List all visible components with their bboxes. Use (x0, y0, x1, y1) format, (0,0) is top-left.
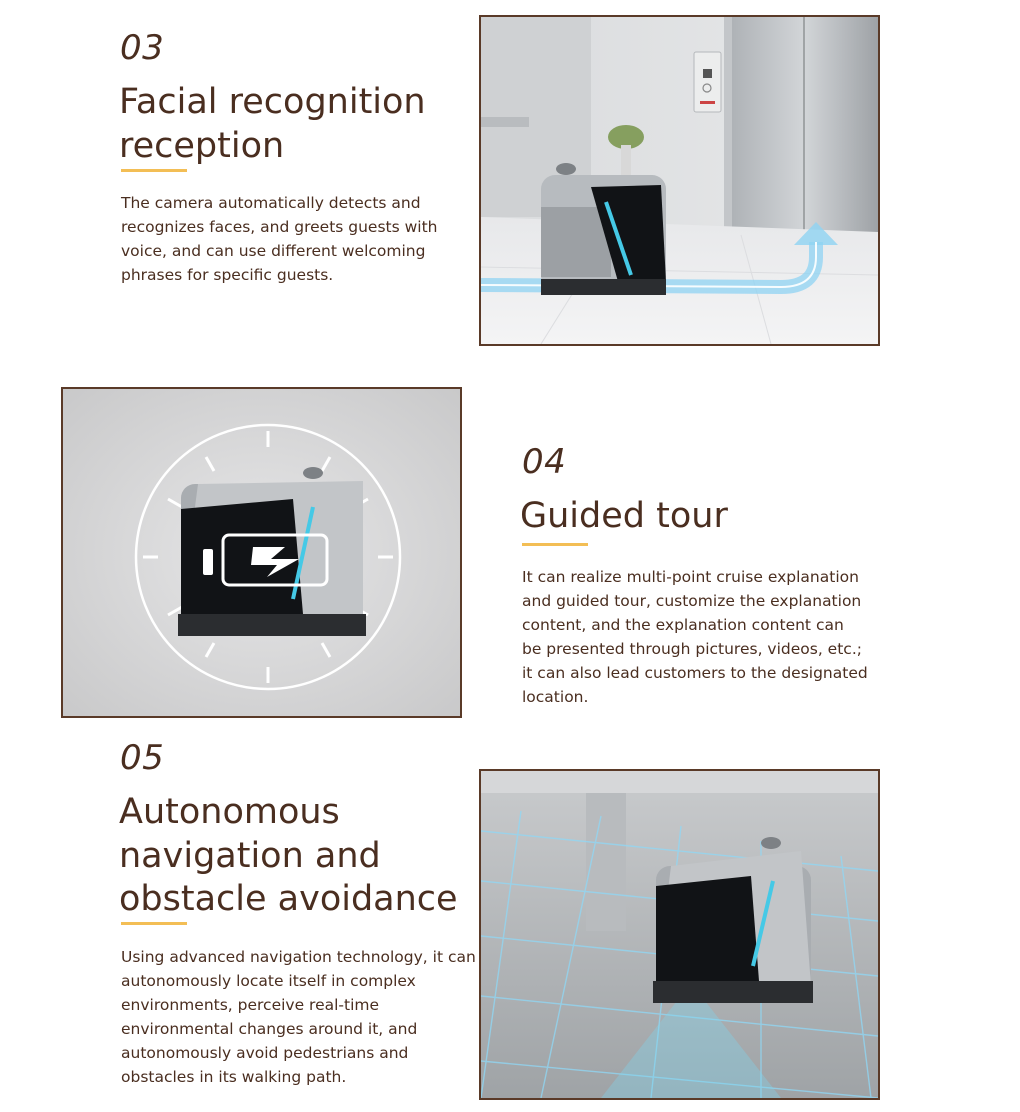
robot-charging-image (61, 387, 462, 718)
robot-navigation-image (479, 769, 880, 1100)
section-03-desc-line-2: recognizes faces, and greets guests with (121, 218, 438, 236)
section-04-title-underline (522, 543, 588, 546)
section-05-title-line-2: navigation and (119, 836, 381, 876)
section-05-desc-line-1: Using advanced navigation technology, it can (121, 948, 476, 966)
section-04-number: 04 (522, 442, 567, 482)
section-03-title-line-2: reception (119, 126, 285, 166)
section-04-desc-line-6: location. (522, 688, 589, 706)
section-03-desc-line-4: phrases for specific guests. (121, 266, 334, 284)
section-03-desc-line-3: voice, and can use different welcoming (121, 242, 426, 260)
section-04-desc-line-1: It can realize multi-point cruise explanation (522, 568, 859, 586)
section-05-desc-line-3: environments, perceive real-time (121, 996, 380, 1014)
section-04-title-line-1: Guided tour (520, 496, 728, 536)
section-05-title-line-3: obstacle avoidance (119, 879, 458, 919)
section-03-number: 03 (120, 28, 165, 68)
section-03-desc-line-1: The camera automatically detects and (121, 194, 421, 212)
section-03-title-line-1: Facial recognition (119, 82, 426, 122)
section-03-title-underline (121, 169, 187, 172)
robot-elevator-image (479, 15, 880, 346)
section-05-desc-line-2: autonomously locate itself in complex (121, 972, 416, 990)
section-05-title-underline (121, 922, 187, 925)
section-05-desc-line-4: environmental changes around it, and (121, 1020, 418, 1038)
section-05-desc-line-5: autonomously avoid pedestrians and (121, 1044, 409, 1062)
section-05-desc-line-6: obstacles in its walking path. (121, 1068, 347, 1086)
section-04-desc-line-4: be presented through pictures, videos, etc.; (522, 640, 862, 658)
section-04-desc-line-5: it can also lead customers to the designated (522, 664, 868, 682)
section-05-number: 05 (120, 738, 165, 778)
section-04-desc-line-2: and guided tour, customize the explanation (522, 592, 862, 610)
section-05-title-line-1: Autonomous (119, 792, 340, 832)
section-04-desc-line-3: content, and the explanation content can (522, 616, 844, 634)
